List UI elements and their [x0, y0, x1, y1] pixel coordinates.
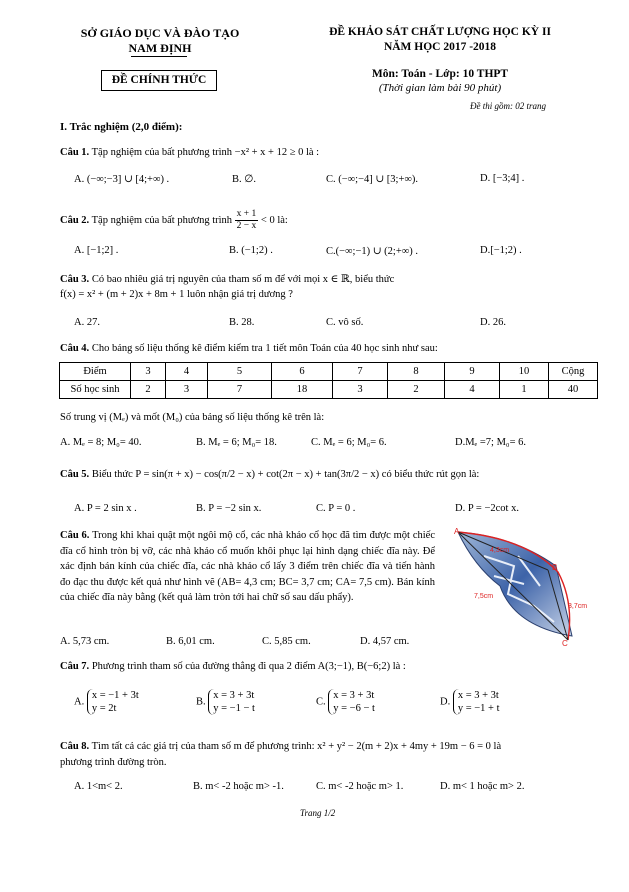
question-6	[60, 528, 435, 606]
table-cell: 2	[388, 381, 445, 399]
q6-option-c[interactable]: C. 5,85 cm.	[262, 636, 311, 647]
question-5	[60, 468, 580, 482]
question-8	[60, 740, 580, 754]
q1-option-a[interactable]: A. (−∞;−3] ∪ [4;+∞) .	[74, 174, 170, 185]
page-number: Trang 1/2	[300, 808, 336, 818]
q8-text: Tìm tất cả các giá trị của tham số m để phương trình: x² + y² − 2(m + 2)x + 4my + 19m − 6 = 0 là	[91, 741, 502, 752]
q2-option-d[interactable]: D.[−1;2) .	[480, 245, 522, 256]
q3-label: Câu 3.	[60, 274, 90, 285]
q6-option-b[interactable]: B. 6,01 cm.	[166, 636, 215, 647]
school-year: NĂM HỌC 2017 -2018	[383, 41, 497, 53]
q8-text2: phương trình đường tròn.	[60, 757, 167, 768]
dept-name: SỞ GIÁO DỤC VÀ ĐÀO TẠO	[80, 26, 240, 40]
point-c-label: C	[562, 639, 568, 648]
q4-option-c[interactable]: C. Mₑ = 6; M₀= 6.	[311, 437, 387, 448]
q5-option-c[interactable]: C. P = 0 .	[316, 503, 356, 514]
q8-option-a[interactable]: A. 1<m< 2.	[74, 781, 123, 792]
table-cell: Cộng	[549, 363, 598, 381]
table-row	[60, 381, 598, 399]
length-ab: 4,3cm	[490, 547, 510, 554]
q7-option-c[interactable]	[316, 689, 375, 715]
question-3	[60, 273, 580, 287]
length-ca: 7,5cm	[474, 593, 494, 600]
subject-line: Môn: Toán - Lớp: 10 THPT	[371, 68, 509, 80]
section-title: I. Trắc nghiệm (2,0 điểm):	[60, 121, 183, 133]
q6-text: Trong khi khai quật một ngôi mộ cổ, các nhà khảo cổ học đã tìm được một chiếc đĩa cổ hình tròn bị vỡ, các nhà khảo cổ muốn khôi phục lại hình dạng chiếc đĩa này. Để xác định bán kính của chiếc đĩa, các nhà khảo cổ lấy 3 điểm trên chiếc đĩa và tiến hành đo đạc thu được kết quả như hình vẽ (AB= 4,3 cm; BC= 3,7 cm; CA= 7,5 cm). Bán kính của chiếc đĩa này bằng (kết quả làm tròn tới hai chữ số sau dấu phẩy).	[60, 530, 435, 603]
q3-option-c[interactable]: C. vô số.	[326, 317, 364, 328]
table-cell: 7	[208, 381, 272, 399]
q2-option-b[interactable]: B. (−1;2) .	[229, 245, 273, 256]
q4-after-text: Số trung vị (Mₑ) và mốt (M₀) của bảng số liệu thống kê trên là:	[60, 412, 325, 423]
q7-b-letter: B.	[196, 696, 206, 708]
table-cell: 4	[166, 363, 208, 381]
point-b-label: B	[552, 563, 558, 572]
q2-option-a[interactable]: A. [−1;2] .	[74, 245, 119, 256]
question-2	[60, 209, 580, 232]
q1-label: Câu 1.	[60, 147, 90, 158]
table-cell: 18	[272, 381, 333, 399]
q3-option-a[interactable]: A. 27.	[74, 317, 100, 328]
table-cell: 3	[333, 381, 388, 399]
q1-option-c[interactable]: C. (−∞;−4] ∪ [3;+∞).	[326, 174, 418, 185]
q3-option-d[interactable]: D. 26.	[480, 317, 506, 328]
disc-fragment	[458, 532, 572, 636]
table-cell: 2	[131, 381, 166, 399]
table-cell: Số học sinh	[60, 381, 131, 399]
q8-option-b[interactable]: B. m< -2 hoặc m> -1.	[193, 781, 284, 792]
q1-option-b[interactable]: B. ∅.	[232, 174, 257, 185]
q7-a-system: x = −1 + 3t y = 2t	[87, 689, 139, 715]
q7-option-a[interactable]	[74, 689, 139, 715]
q3-line1: Có bao nhiêu giá trị nguyên của tham số m để với mọi x ∈ ℝ, biểu thức	[91, 274, 395, 285]
time-limit: (Thời gian làm bài 90 phút)	[378, 82, 502, 94]
province-name: NAM ĐỊNH	[128, 41, 192, 55]
q4-label: Câu 4.	[60, 343, 90, 354]
table-cell: 7	[333, 363, 388, 381]
q6-option-a[interactable]: A. 5,73 cm.	[60, 636, 110, 647]
header-underline	[131, 56, 187, 57]
table-cell: Điểm	[60, 363, 131, 381]
q7-option-d[interactable]	[440, 689, 500, 715]
q4-option-b[interactable]: B. Mₑ = 6; M₀= 18.	[196, 437, 277, 448]
score-table	[59, 362, 598, 399]
q7-b-system: x = 3 + 3t y = −1 − t	[208, 689, 255, 715]
q7-c-letter: C.	[316, 696, 326, 708]
official-exam-box: ĐỀ CHÍNH THỨC	[101, 70, 217, 91]
q7-option-b[interactable]	[196, 689, 255, 715]
table-cell: 9	[445, 363, 500, 381]
q2-label: Câu 2.	[60, 214, 90, 226]
length-bc: 3,7cm	[568, 603, 588, 610]
q4-text: Cho bảng số liệu thống kê điểm kiểm tra 1 tiết môn Toán của 40 học sinh như sau:	[91, 343, 438, 354]
q5-option-b[interactable]: B. P = −2 sin x.	[196, 503, 262, 514]
q5-text: Biểu thức P = sin(π + x) − cos(π/2 − x) + cot(2π − x) + tan(3π/2 − x) có biểu thức rút gọn là:	[91, 469, 480, 480]
q3-option-b[interactable]: B. 28.	[229, 317, 255, 328]
q8-option-c[interactable]: C. m< -2 hoặc m> 1.	[316, 781, 404, 792]
q8-label: Câu 8.	[60, 741, 90, 752]
q1-option-d[interactable]: D. [−3;4] .	[480, 173, 525, 184]
exam-title: ĐỀ KHẢO SÁT CHẤT LƯỢNG HỌC KỲ II	[329, 26, 551, 38]
q3-line2: f(x) = x² + (m + 2)x + 8m + 1 luôn nhận giá trị dương ?	[60, 289, 293, 300]
table-cell: 3	[166, 381, 208, 399]
table-cell: 1	[500, 381, 549, 399]
q6-option-d[interactable]: D. 4,57 cm.	[360, 636, 410, 647]
q2-text-post: < 0 là:	[260, 214, 288, 226]
pages-note: Đề thi gồm: 02 trang	[470, 101, 546, 111]
question-1	[60, 146, 580, 160]
q1-text: Tập nghiệm của bất phương trình −x² + x + 12 ≥ 0 là :	[91, 147, 320, 158]
question-4	[60, 342, 580, 356]
q7-d-system: x = 3 + 3t y = −1 + t	[453, 689, 500, 715]
table-cell: 3	[131, 363, 166, 381]
q7-text: Phương trình tham số của đường thẳng đi qua 2 điểm A(3;−1), B(−6;2) là :	[91, 661, 406, 672]
table-row	[60, 363, 598, 381]
broken-disc-figure	[444, 526, 594, 648]
q2-option-c[interactable]: C.(−∞;−1) ∪ (2;+∞) .	[326, 246, 418, 257]
table-cell: 5	[208, 363, 272, 381]
q7-c-system: x = 3 + 3t y = −6 − t	[328, 689, 375, 715]
table-cell: 10	[500, 363, 549, 381]
point-a-label: A	[454, 527, 460, 536]
q5-option-d[interactable]: D. P = −2cot x.	[455, 503, 519, 514]
q7-d-letter: D.	[440, 696, 451, 708]
table-cell: 40	[549, 381, 598, 399]
question-7	[60, 660, 580, 674]
table-cell: 6	[272, 363, 333, 381]
table-cell: 4	[445, 381, 500, 399]
q2-fraction: $\frac{x + 1}{2 - x}$	[236, 209, 257, 231]
q7-label: Câu 7.	[60, 661, 90, 672]
table-cell: 8	[388, 363, 445, 381]
q5-option-a[interactable]: A. P = 2 sin x .	[74, 503, 137, 514]
q5-label: Câu 5.	[60, 469, 90, 480]
q4-option-a[interactable]: A. Mₑ = 8; M₀= 40.	[60, 437, 142, 448]
q2-text-pre: Tập nghiệm của bất phương trình	[91, 214, 233, 226]
q4-option-d[interactable]: D.Mₑ =7; M₀= 6.	[455, 437, 526, 448]
q7-a-letter: A.	[74, 696, 85, 708]
q6-label: Câu 6.	[60, 530, 90, 541]
q8-option-d[interactable]: D. m< 1 hoặc m> 2.	[440, 781, 525, 792]
